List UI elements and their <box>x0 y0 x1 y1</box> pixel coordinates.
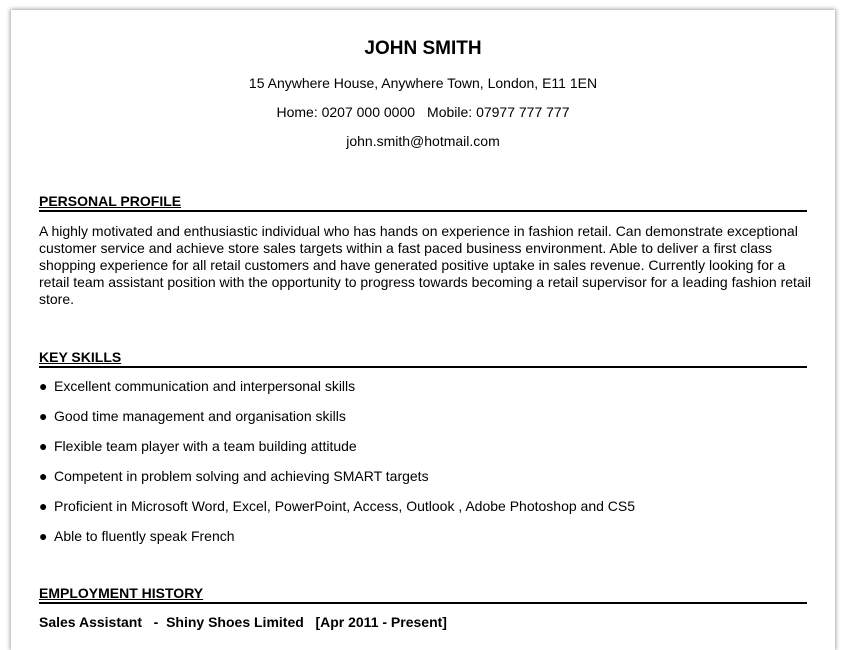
skills-list <box>39 378 635 558</box>
skill-item: ● Able to fluently speak French <box>39 528 235 544</box>
skill-item: ● Flexible team player with a team building attitude <box>39 438 357 454</box>
cv-email: john.smith@hotmail.com <box>346 133 500 149</box>
skill-item: ● Competent in problem solving and achieving SMART targets <box>39 468 429 484</box>
bullet-icon: ● <box>39 498 48 514</box>
skill-item: ● Proficient in Microsoft Word, Excel, PowerPoint, Access, Outlook , Adobe Photoshop and CS5 <box>39 498 636 514</box>
cv-name: JOHN SMITH <box>364 38 482 59</box>
bullet-icon: ● <box>39 378 48 394</box>
cv-phones <box>11 104 835 120</box>
bullet-icon: ● <box>39 438 48 454</box>
skill-item: ● Excellent communication and interpersonal skills <box>39 378 356 394</box>
cv-page <box>11 10 835 650</box>
section-title-employment: EMPLOYMENT HISTORY <box>39 585 807 604</box>
bullet-icon: ● <box>39 528 48 544</box>
home-phone: Home: 0207 000 0000 <box>276 104 416 120</box>
job-entry: Sales Assistant - Shiny Shoes Limited [Apr 2011 - Present] <box>39 614 447 630</box>
profile-text: A highly motivated and enthusiastic individual who has hands on experience in fashion retail. Can demonstrate exceptional customer service and achieve store sales targets within a fast paced business environment. Able to deliver a first class shopping experience for all retail customers and have generated positive uptake in sales revenue. Currently looking for a retail team assistant position with the opportunity to progress towards becoming a retail supervisor for a leading fashion retail store. <box>39 223 811 307</box>
section-title-profile: PERSONAL PROFILE <box>39 193 807 212</box>
section-title-skills: KEY SKILLS <box>39 349 807 368</box>
mobile-phone: Mobile: 07977 777 777 <box>427 104 570 120</box>
skill-item: ● Good time management and organisation skills <box>39 408 346 424</box>
bullet-icon: ● <box>39 468 48 484</box>
cv-address: 15 Anywhere House, Anywhere Town, London, E11 1EN <box>248 75 598 91</box>
bullet-icon: ● <box>39 408 48 424</box>
